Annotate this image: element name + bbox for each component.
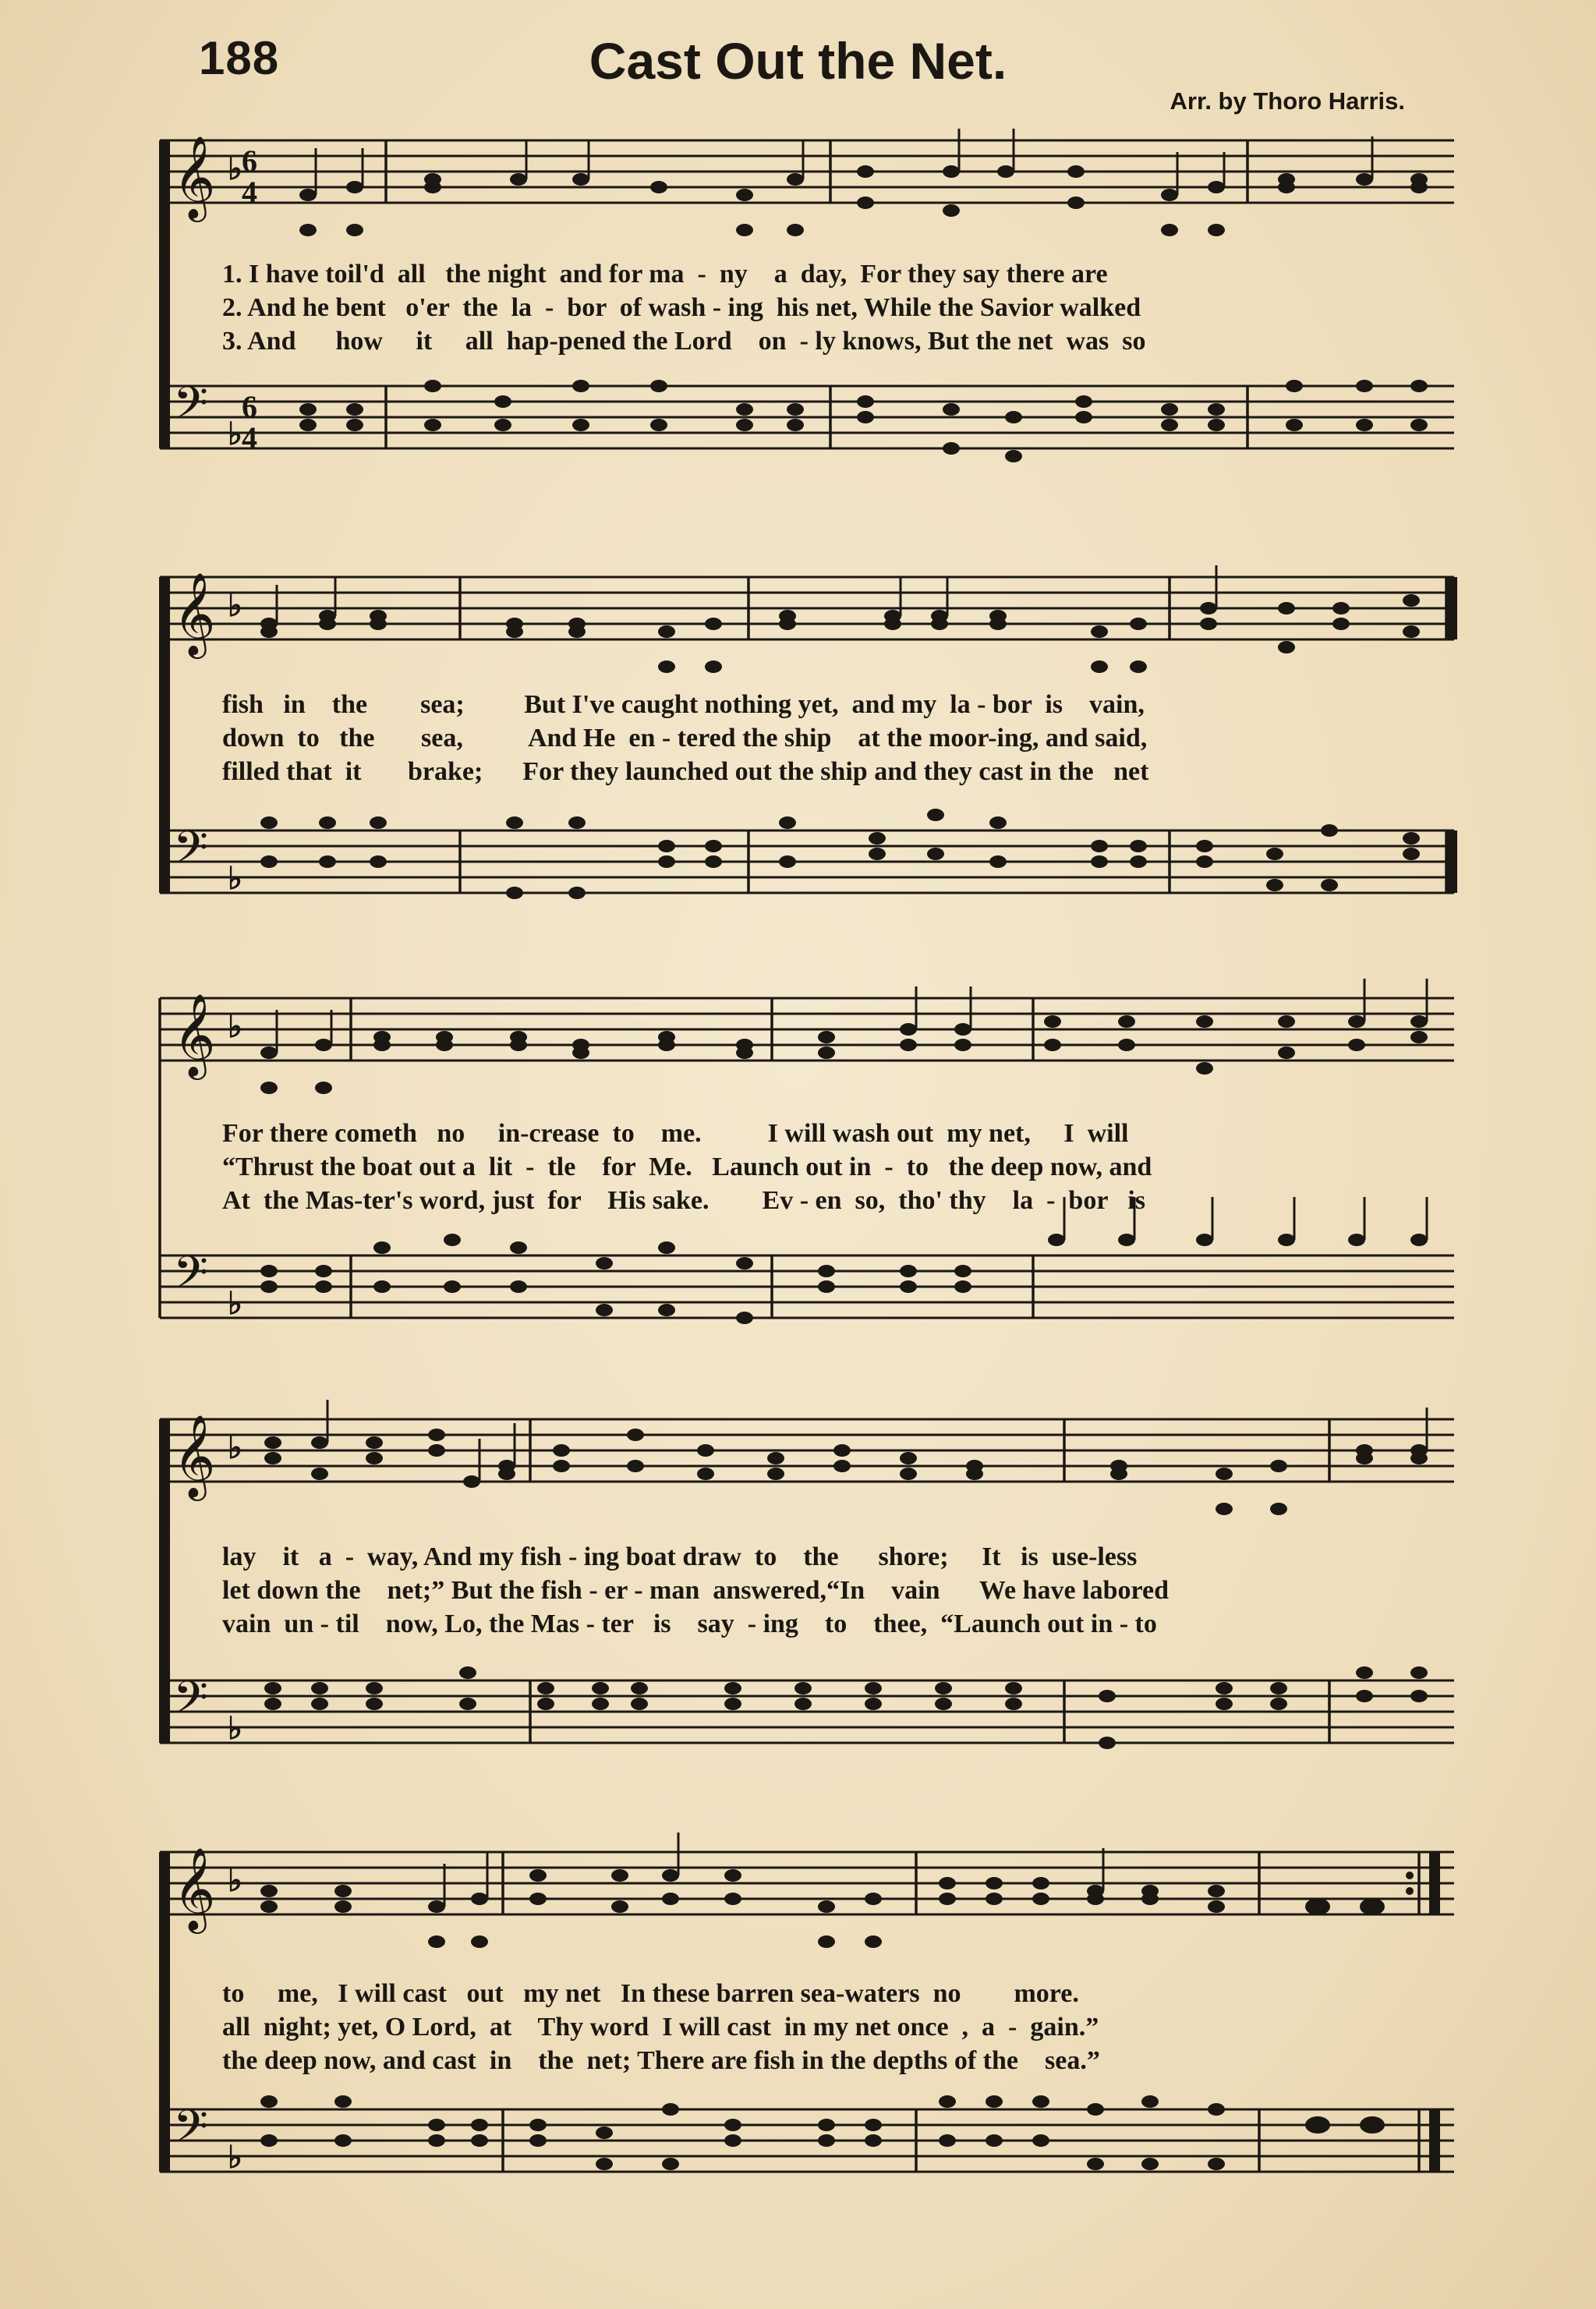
lyric-verse-1: to me, I will cast out my net In these barren sea-waters no more. <box>222 1979 1079 2008</box>
bass-staff <box>160 1255 1454 1318</box>
lyric-verse-3: filled that it brake; For they launched out the ship and they cast in the net <box>222 757 1149 786</box>
key-flat-treble: ♭ <box>228 1863 242 1898</box>
lyric-verse-3: the deep now, and cast in the net; There are fish in the depths of the sea.” <box>222 2046 1100 2075</box>
treble-clef-icon: 𝄞 <box>173 993 216 1076</box>
bass-staff <box>160 386 1454 448</box>
notes-treble <box>299 129 1428 236</box>
notes-bass <box>264 1666 1428 1749</box>
bass-clef-icon: 𝄢 <box>173 821 209 885</box>
notes-treble <box>260 565 1420 673</box>
treble-clef-icon: 𝄞 <box>173 1847 216 1930</box>
notes-treble <box>264 1400 1428 1515</box>
treble-staff <box>160 1419 1454 1482</box>
notes-treble <box>260 1833 1383 1948</box>
bass-staff <box>160 830 1454 893</box>
key-flat-bass: ♭ <box>228 416 242 452</box>
lyrics-system-1 <box>222 257 1454 358</box>
treble-clef-icon: 𝄞 <box>173 135 216 218</box>
treble-clef-icon: 𝄞 <box>173 1414 216 1497</box>
bass-clef-icon: 𝄢 <box>173 377 209 441</box>
key-flat-bass: ♭ <box>228 2140 242 2175</box>
lyric-verse-1: 1. I have toil'd all the night and for ma - ny a day, For they say there are <box>222 260 1108 289</box>
lyrics-system-5 <box>222 1977 1454 2077</box>
time-sig-top-bass: 6 <box>242 389 257 424</box>
arranger-credit: Arr. by Thoro Harris. <box>1170 87 1405 115</box>
repeat-dot <box>1406 1887 1414 1895</box>
lyric-verse-3: vain un - til now, Lo, the Mas - ter is say - ing to thee, “Launch out in - to <box>222 1610 1157 1638</box>
key-flat-bass: ♭ <box>228 1286 242 1321</box>
lyric-verse-2: “Thrust the boat out a lit - tle for Me. Launch out in - to the deep now, and <box>222 1153 1152 1181</box>
hymn-number: 188 <box>199 32 280 84</box>
key-flat-bass: ♭ <box>228 861 242 896</box>
key-flat-treble: ♭ <box>228 1430 242 1465</box>
hymn-title: Cast Out the Net. <box>589 32 1007 90</box>
treble-clef-icon: 𝄞 <box>173 572 216 655</box>
time-sig-bottom-treble: 4 <box>242 175 257 210</box>
notes-bass <box>260 2095 1383 2170</box>
key-flat-treble: ♭ <box>228 1009 242 1044</box>
bass-clef-icon: 𝄢 <box>173 1246 209 1310</box>
lyric-verse-1: lay it a - way, And my fish - ing boat draw to the shore; It is use-less <box>222 1542 1138 1571</box>
lyric-verse-2: 2. And he bent o'er the la - bor of wash - ing his net, While the Savior walked <box>222 293 1141 322</box>
treble-staff <box>160 998 1454 1061</box>
lyric-verse-2: down to the sea, And He en - tered the ship at the moor-ing, and said, <box>222 724 1148 753</box>
lyric-verse-2: let down the net;” But the fish - er - man answered,“In vain We have labored <box>222 1576 1169 1605</box>
key-flat-treble: ♭ <box>228 151 242 186</box>
lyrics-system-3 <box>222 1117 1454 1217</box>
repeat-dot <box>1406 1872 1414 1879</box>
lyric-verse-1: fish in the sea; But I've caught nothing yet, and my la - bor is vain, <box>222 690 1145 719</box>
lyric-verse-3: 3. And how it all hap-pened the Lord on - ly knows, But the net was so <box>222 327 1146 356</box>
lyric-verse-2: all night; yet, O Lord, at Thy word I will cast in my net once , a - gain.” <box>222 2013 1099 2042</box>
key-flat-bass: ♭ <box>228 1711 242 1746</box>
notes-bass <box>260 809 1420 899</box>
lyrics-system-4 <box>222 1540 1454 1641</box>
lyrics-system-2 <box>222 688 1454 788</box>
bass-clef-icon: 𝄢 <box>173 2100 209 2164</box>
time-sig-bottom-bass: 4 <box>242 420 257 455</box>
lyric-verse-3: At the Mas-ter's word, just for His sake. Ev - en so, tho' thy la - bor is <box>222 1186 1145 1215</box>
treble-staff <box>160 140 1454 203</box>
time-sig-top-treble: 6 <box>242 143 257 179</box>
bass-clef-icon: 𝄢 <box>173 1671 209 1735</box>
notes-bass <box>299 380 1428 462</box>
key-flat-treble: ♭ <box>228 588 242 623</box>
lyric-verse-1: For there cometh no in-crease to me. I will wash out my net, I will <box>222 1119 1129 1148</box>
treble-staff <box>160 577 1454 639</box>
notes-treble <box>260 979 1428 1094</box>
